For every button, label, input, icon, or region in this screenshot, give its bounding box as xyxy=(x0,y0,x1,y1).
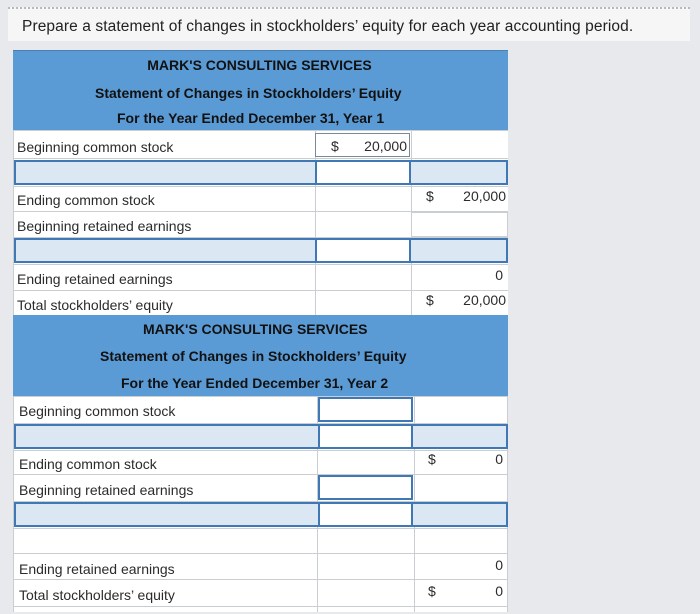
equity-statement-sheet xyxy=(13,50,508,612)
year2-company-name: MARK'S CONSULTING SERVICES xyxy=(143,320,368,337)
year1-beginning-common-stock-cell[interactable] xyxy=(315,133,410,157)
year1-total-equity-dollar: $ xyxy=(426,292,434,308)
year2-total-equity-dollar: $ xyxy=(428,583,436,599)
year2-ending-common-stock-value: 0 xyxy=(495,451,503,467)
year2-total-equity-value: 0 xyxy=(495,583,503,599)
year1-total-equity-label: Total stockholders’ equity xyxy=(17,297,173,313)
year2-statement-header xyxy=(13,342,508,369)
year1-period-header xyxy=(13,106,508,130)
year2-input-row-2-amount[interactable] xyxy=(318,502,413,527)
year2-ending-retained-earnings-label: Ending retained earnings xyxy=(19,561,175,577)
year2-input-row-1[interactable] xyxy=(14,424,508,449)
year2-beginning-common-stock-label: Beginning common stock xyxy=(19,403,176,419)
year1-ending-retained-earnings-label: Ending retained earnings xyxy=(17,271,173,287)
year1-statement-title: Statement of Changes in Stockholders’ Equity xyxy=(95,84,402,101)
year1-period: For the Year Ended December 31, Year 1 xyxy=(117,110,385,126)
year2-beginning-retained-earnings-cell[interactable] xyxy=(318,475,413,500)
year1-company-header xyxy=(13,50,508,79)
instruction-text: Prepare a statement of changes in stockholders’ equity for each year accounting period. xyxy=(8,7,690,41)
year2-ending-common-stock-label: Ending common stock xyxy=(19,456,157,472)
year2-period-header xyxy=(13,369,508,396)
year2-input-row-2[interactable] xyxy=(14,502,508,527)
year1-statement-header xyxy=(13,79,508,106)
year1-ending-common-stock-dollar: $ xyxy=(426,188,434,204)
year2-input-row-1-amount[interactable] xyxy=(318,424,413,449)
year2-period: For the Year Ended December 31, Year 2 xyxy=(121,374,389,391)
year2-statement-title: Statement of Changes in Stockholders’ Equity xyxy=(100,347,407,364)
year1-total-equity-value: 20,000 xyxy=(463,292,506,308)
year1-ending-retained-earnings-value: 0 xyxy=(495,267,503,283)
year2-company-header xyxy=(13,315,508,342)
year1-beginning-common-stock-value: 20,000 xyxy=(364,138,407,154)
year1-beginning-common-stock-dollar: $ xyxy=(331,138,339,154)
year2-beginning-common-stock-cell[interactable] xyxy=(318,397,413,422)
year1-ending-common-stock-value: 20,000 xyxy=(463,188,506,204)
year2-beginning-retained-earnings-label: Beginning retained earnings xyxy=(19,482,194,498)
year1-input-row-1-amount[interactable] xyxy=(315,160,411,185)
year1-ending-common-stock-label: Ending common stock xyxy=(17,192,155,208)
year1-input-row-2[interactable] xyxy=(14,238,508,263)
year1-input-row-1[interactable] xyxy=(14,160,508,185)
year1-beginning-common-stock-label: Beginning common stock xyxy=(17,139,174,155)
year1-beginning-retained-earnings-label: Beginning retained earnings xyxy=(17,218,192,234)
year2-total-equity-label: Total stockholders’ equity xyxy=(19,587,175,603)
year1-company-name: MARK'S CONSULTING SERVICES xyxy=(147,57,372,73)
year2-ending-common-stock-dollar: $ xyxy=(428,451,436,467)
year1-beginning-retained-earnings-cell[interactable] xyxy=(411,212,508,237)
year1-input-row-2-amount[interactable] xyxy=(315,238,411,263)
year2-ending-retained-earnings-value: 0 xyxy=(495,557,503,573)
